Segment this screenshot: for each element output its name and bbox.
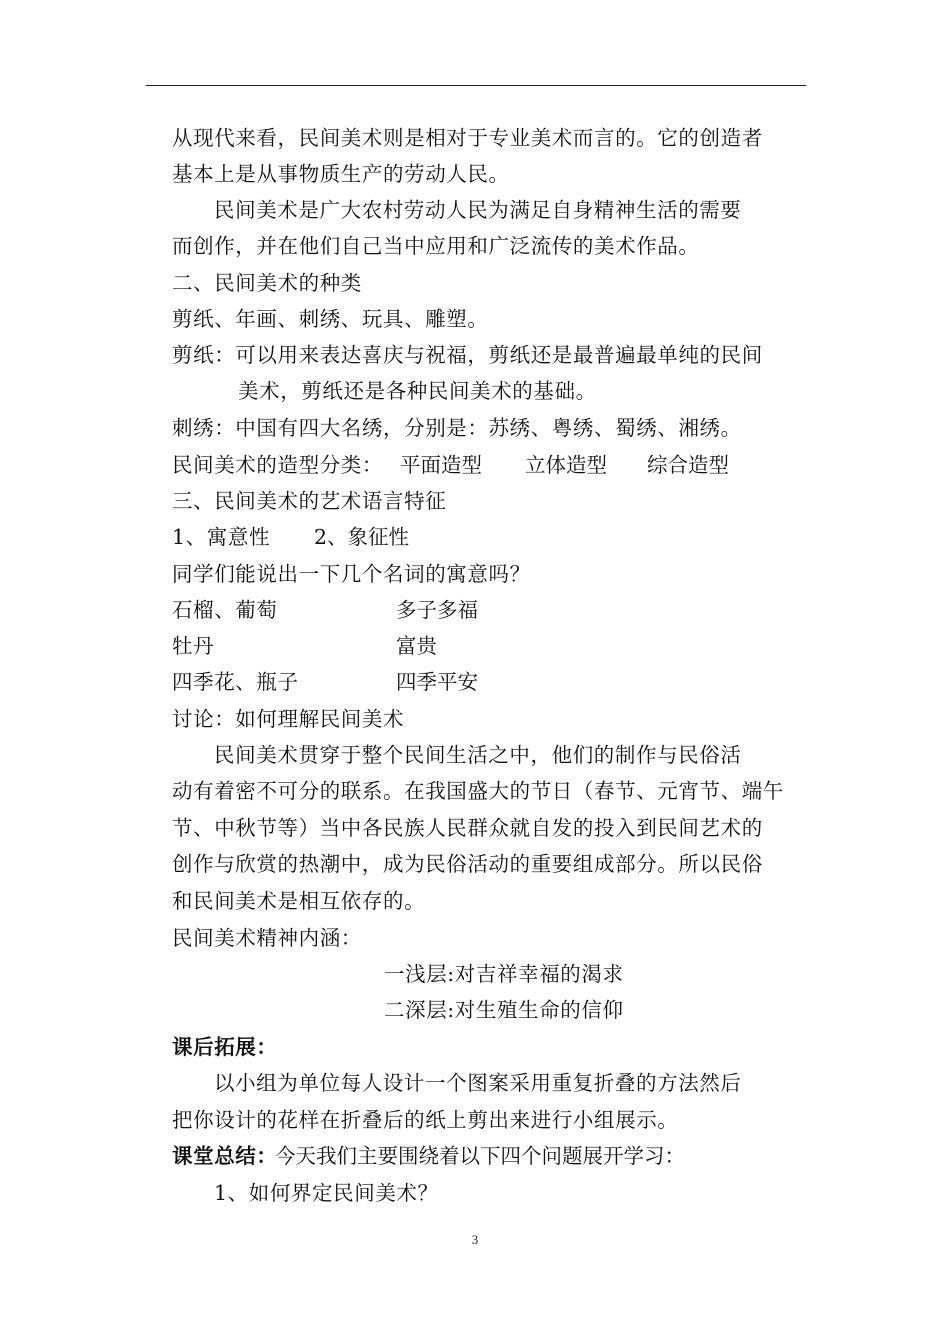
section-heading: 二、民间美术的种类 (172, 271, 362, 295)
meaning-value: 四季平安 (396, 670, 478, 694)
question-line: 同学们能说出一下几个名词的寓意吗？ (172, 562, 531, 586)
paragraph-line: 民间美术精神内涵： (172, 926, 362, 950)
extension-heading: 课后拓展： (172, 1035, 278, 1059)
summary-text: 今天我们主要围绕着以下四个问题展开学习： (275, 1144, 685, 1168)
meaning-term: 石榴、葡萄 (172, 598, 278, 622)
paragraph-line: 节、中秋节等）当中各民族人民群众就自发的投入到民间艺术的 (172, 816, 763, 840)
shape-type-3d: 立体造型 (525, 453, 607, 477)
paragraph-line: 创作与欣赏的热潮中，成为民俗活动的重要组成部分。所以民俗 (172, 852, 763, 876)
page-number: 3 (471, 1232, 479, 1247)
feature-1: 1、寓意性 (172, 525, 271, 549)
header-rule (146, 85, 806, 86)
paragraph-line: 从现代来看，民间美术则是相对于专业美术而言的。它的创造者 (172, 126, 763, 150)
connotation-shallow: 一浅层:对吉祥幸福的渴求 (384, 962, 624, 986)
shape-type-combined: 综合造型 (647, 453, 729, 477)
summary-item: 1、如何界定民间美术？ (214, 1181, 439, 1205)
paragraph-line: 动有着密不可分的联系。在我国盛大的节日（春节、元宵节、端午 (172, 779, 784, 803)
paragraph-line: 民间美术的造型分类： (172, 453, 383, 477)
paragraph-line: 剪纸、年画、刺绣、玩具、雕塑。 (172, 307, 489, 331)
paragraph-line: 把你设计的花样在折叠后的纸上剪出来进行小组展示。 (172, 1108, 679, 1132)
meaning-term: 四季花、瓶子 (172, 670, 299, 694)
paragraph-line: 剪纸：可以用来表达喜庆与祝福，剪纸还是最普遍最单纯的民间 (172, 343, 763, 367)
paragraph-line: 和民间美术是相互依存的。 (172, 889, 426, 913)
paragraph-line: 民间美术贯穿于整个民间生活之中，他们的制作与民俗活 (214, 743, 742, 767)
summary-heading: 课堂总结： (172, 1144, 278, 1168)
paragraph-line: 美术，剪纸还是各种民间美术的基础。 (238, 379, 597, 403)
paragraph-line: 以小组为单位每人设计一个图案采用重复折叠的方法然后 (214, 1071, 742, 1095)
feature-2: 2、象征性 (314, 525, 410, 549)
discussion-line: 讨论：如何理解民间美术 (172, 707, 405, 731)
paragraph-line: 刺绣：中国有四大名绣，分别是：苏绣、粤绣、蜀绣、湘绣。 (172, 416, 742, 440)
connotation-deep: 二深层:对生殖生命的信仰 (384, 998, 624, 1022)
paragraph-line: 基本上是从事物质生产的劳动人民。 (172, 162, 510, 186)
paragraph-line: 而创作，并在他们自己当中应用和广泛流传的美术作品。 (172, 234, 700, 258)
paragraph-line: 民间美术是广大农村劳动人民为满足自身精神生活的需要 (214, 198, 742, 222)
shape-type-flat: 平面造型 (400, 453, 482, 477)
meaning-value: 富贵 (396, 634, 437, 658)
section-heading: 三、民间美术的艺术语言特征 (172, 489, 447, 513)
meaning-term: 牡丹 (172, 634, 215, 658)
meaning-value: 多子多福 (396, 598, 478, 622)
